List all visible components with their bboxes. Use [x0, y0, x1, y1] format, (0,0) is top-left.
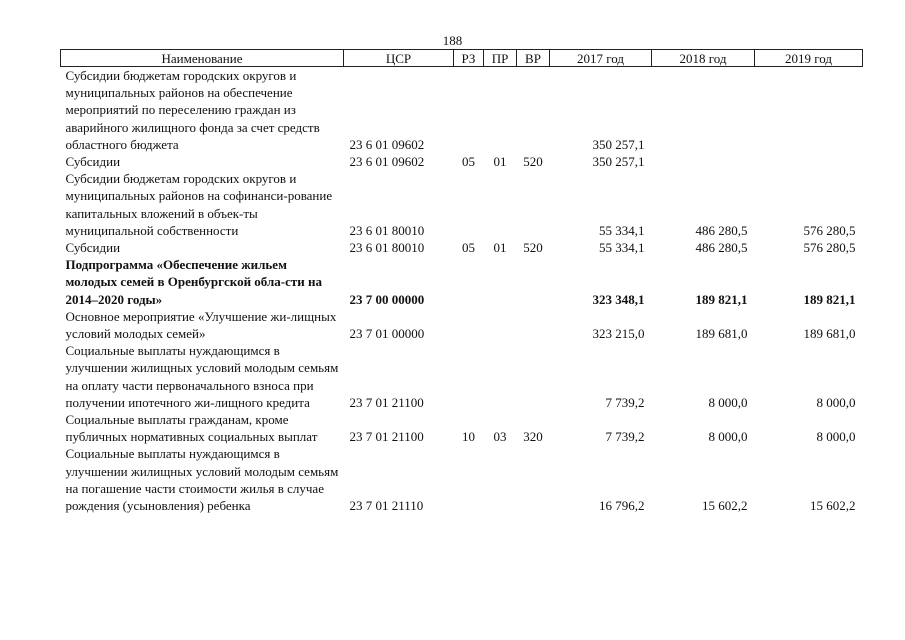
cell-2018 — [652, 67, 755, 154]
cell-2018: 8 000,0 — [708, 394, 748, 410]
header-csr: ЦСР — [344, 50, 454, 67]
cell-2017: 7 739,2 — [605, 429, 645, 445]
cell-pr: 01 — [493, 154, 507, 170]
cell-2019: 8 000,0 — [816, 429, 856, 445]
budget-table — [60, 49, 863, 514]
cell-csr: 23 7 01 21110 — [349, 498, 424, 514]
cell-2018 — [652, 153, 755, 170]
cell-vr — [517, 170, 550, 239]
cell-csr: 23 7 00 00000 — [349, 291, 425, 307]
cell-pr — [484, 67, 517, 154]
cell-2017: 350 257,1 — [592, 136, 645, 152]
cell-csr: 23 7 01 00000 — [349, 326, 425, 342]
table-row — [61, 170, 863, 239]
cell-2017: 350 257,1 — [592, 154, 645, 170]
cell-name: Субсидии бюджетам городских округов и муниципальных районов на обеспечение мероприятий по переселению граждан из аварийного жилищного фонда за счет средств областного бюджета — [65, 68, 320, 152]
cell-vr — [517, 67, 550, 154]
cell-2018: 189 821,1 — [695, 291, 748, 307]
table-row — [61, 239, 863, 256]
cell-pr — [484, 342, 517, 411]
table-row — [61, 342, 863, 411]
cell-rz: 10 — [462, 429, 475, 445]
header-2019: 2019 год — [755, 50, 863, 67]
cell-vr — [517, 342, 550, 411]
header-pr: ПР — [484, 50, 517, 67]
cell-pr — [484, 308, 517, 342]
cell-2017: 16 796,2 — [599, 498, 645, 514]
cell-pr — [484, 445, 517, 514]
table-row — [61, 153, 863, 170]
cell-2017: 323 348,1 — [592, 291, 645, 307]
cell-csr: 23 6 01 09602 — [349, 154, 425, 170]
header-2017: 2017 год — [550, 50, 652, 67]
cell-2017: 55 334,1 — [599, 240, 645, 256]
cell-name: Социальные выплаты гражданам, кроме публичных нормативных социальных выплат — [65, 412, 318, 445]
cell-name: Подпрограмма «Обеспечение жильем молодых семей в Оренбургской обла-сти на 2014–2020 годы» — [65, 257, 322, 307]
cell-2017: 55 334,1 — [599, 222, 645, 238]
cell-2019 — [755, 67, 863, 154]
cell-vr — [517, 445, 550, 514]
cell-name: Основное мероприятие «Улучшение жи-лищных условий молодых семей» — [65, 308, 337, 342]
cell-vr: 520 — [523, 154, 543, 170]
cell-vr — [517, 256, 550, 308]
cell-rz — [454, 445, 484, 514]
table-row — [61, 256, 863, 308]
cell-2019: 576 280,5 — [803, 222, 856, 238]
cell-2019: 576 280,5 — [803, 240, 856, 256]
table-row — [61, 67, 863, 154]
cell-rz: 05 — [462, 154, 475, 170]
cell-name: Социальные выплаты нуждающимся в улучшении жилищных условий молодым семьям на оплату части первоначального взноса при получении ипотечного жи-лищного кредита — [65, 343, 339, 410]
cell-name: Социальные выплаты нуждающимся в улучшении жилищных условий молодым семьям на погашение части стоимости жилья в случае рождения (усыновления) ребенка — [65, 446, 339, 514]
page-number: 188 — [442, 33, 463, 48]
cell-vr: 520 — [523, 240, 543, 256]
cell-name: Субсидии бюджетам городских округов и муниципальных районов на софинанси-рование капитальных вложений в объек-ты муниципальной собственности — [65, 171, 333, 238]
header-vr: ВР — [517, 50, 550, 67]
cell-2019: 189 681,0 — [803, 326, 856, 342]
header-name: Наименование — [61, 50, 344, 67]
cell-2018: 189 681,0 — [695, 326, 748, 342]
header-2018: 2018 год — [652, 50, 755, 67]
table-header-row — [61, 50, 863, 67]
cell-csr: 23 6 01 80010 — [349, 222, 425, 238]
cell-pr: 03 — [493, 429, 507, 445]
cell-2018: 8 000,0 — [708, 429, 748, 445]
cell-pr: 01 — [493, 240, 507, 256]
table-row — [61, 308, 863, 342]
cell-name: Субсидии — [65, 240, 121, 256]
cell-name: Субсидии — [65, 154, 121, 170]
table-row — [61, 445, 863, 514]
header-rz: РЗ — [454, 50, 484, 67]
cell-2018: 15 602,2 — [702, 498, 748, 514]
cell-pr — [484, 170, 517, 239]
cell-rz — [454, 308, 484, 342]
cell-rz — [454, 170, 484, 239]
table-row — [61, 411, 863, 445]
cell-2018: 486 280,5 — [695, 222, 748, 238]
cell-2019: 15 602,2 — [810, 498, 856, 514]
cell-vr — [517, 308, 550, 342]
cell-rz — [454, 256, 484, 308]
cell-rz: 05 — [462, 240, 475, 256]
cell-rz — [454, 67, 484, 154]
cell-csr: 23 6 01 09602 — [349, 136, 425, 152]
cell-2019 — [755, 153, 863, 170]
cell-pr — [484, 256, 517, 308]
cell-2018: 486 280,5 — [695, 240, 748, 256]
cell-2019: 8 000,0 — [816, 394, 856, 410]
cell-rz — [454, 342, 484, 411]
cell-csr: 23 7 01 21100 — [349, 394, 424, 410]
table-body — [61, 67, 863, 515]
cell-csr: 23 7 01 21100 — [349, 429, 424, 445]
cell-2017: 7 739,2 — [605, 394, 645, 410]
cell-2017: 323 215,0 — [592, 326, 645, 342]
cell-csr: 23 6 01 80010 — [349, 240, 425, 256]
cell-vr: 320 — [523, 429, 543, 445]
cell-2019: 189 821,1 — [803, 291, 856, 307]
